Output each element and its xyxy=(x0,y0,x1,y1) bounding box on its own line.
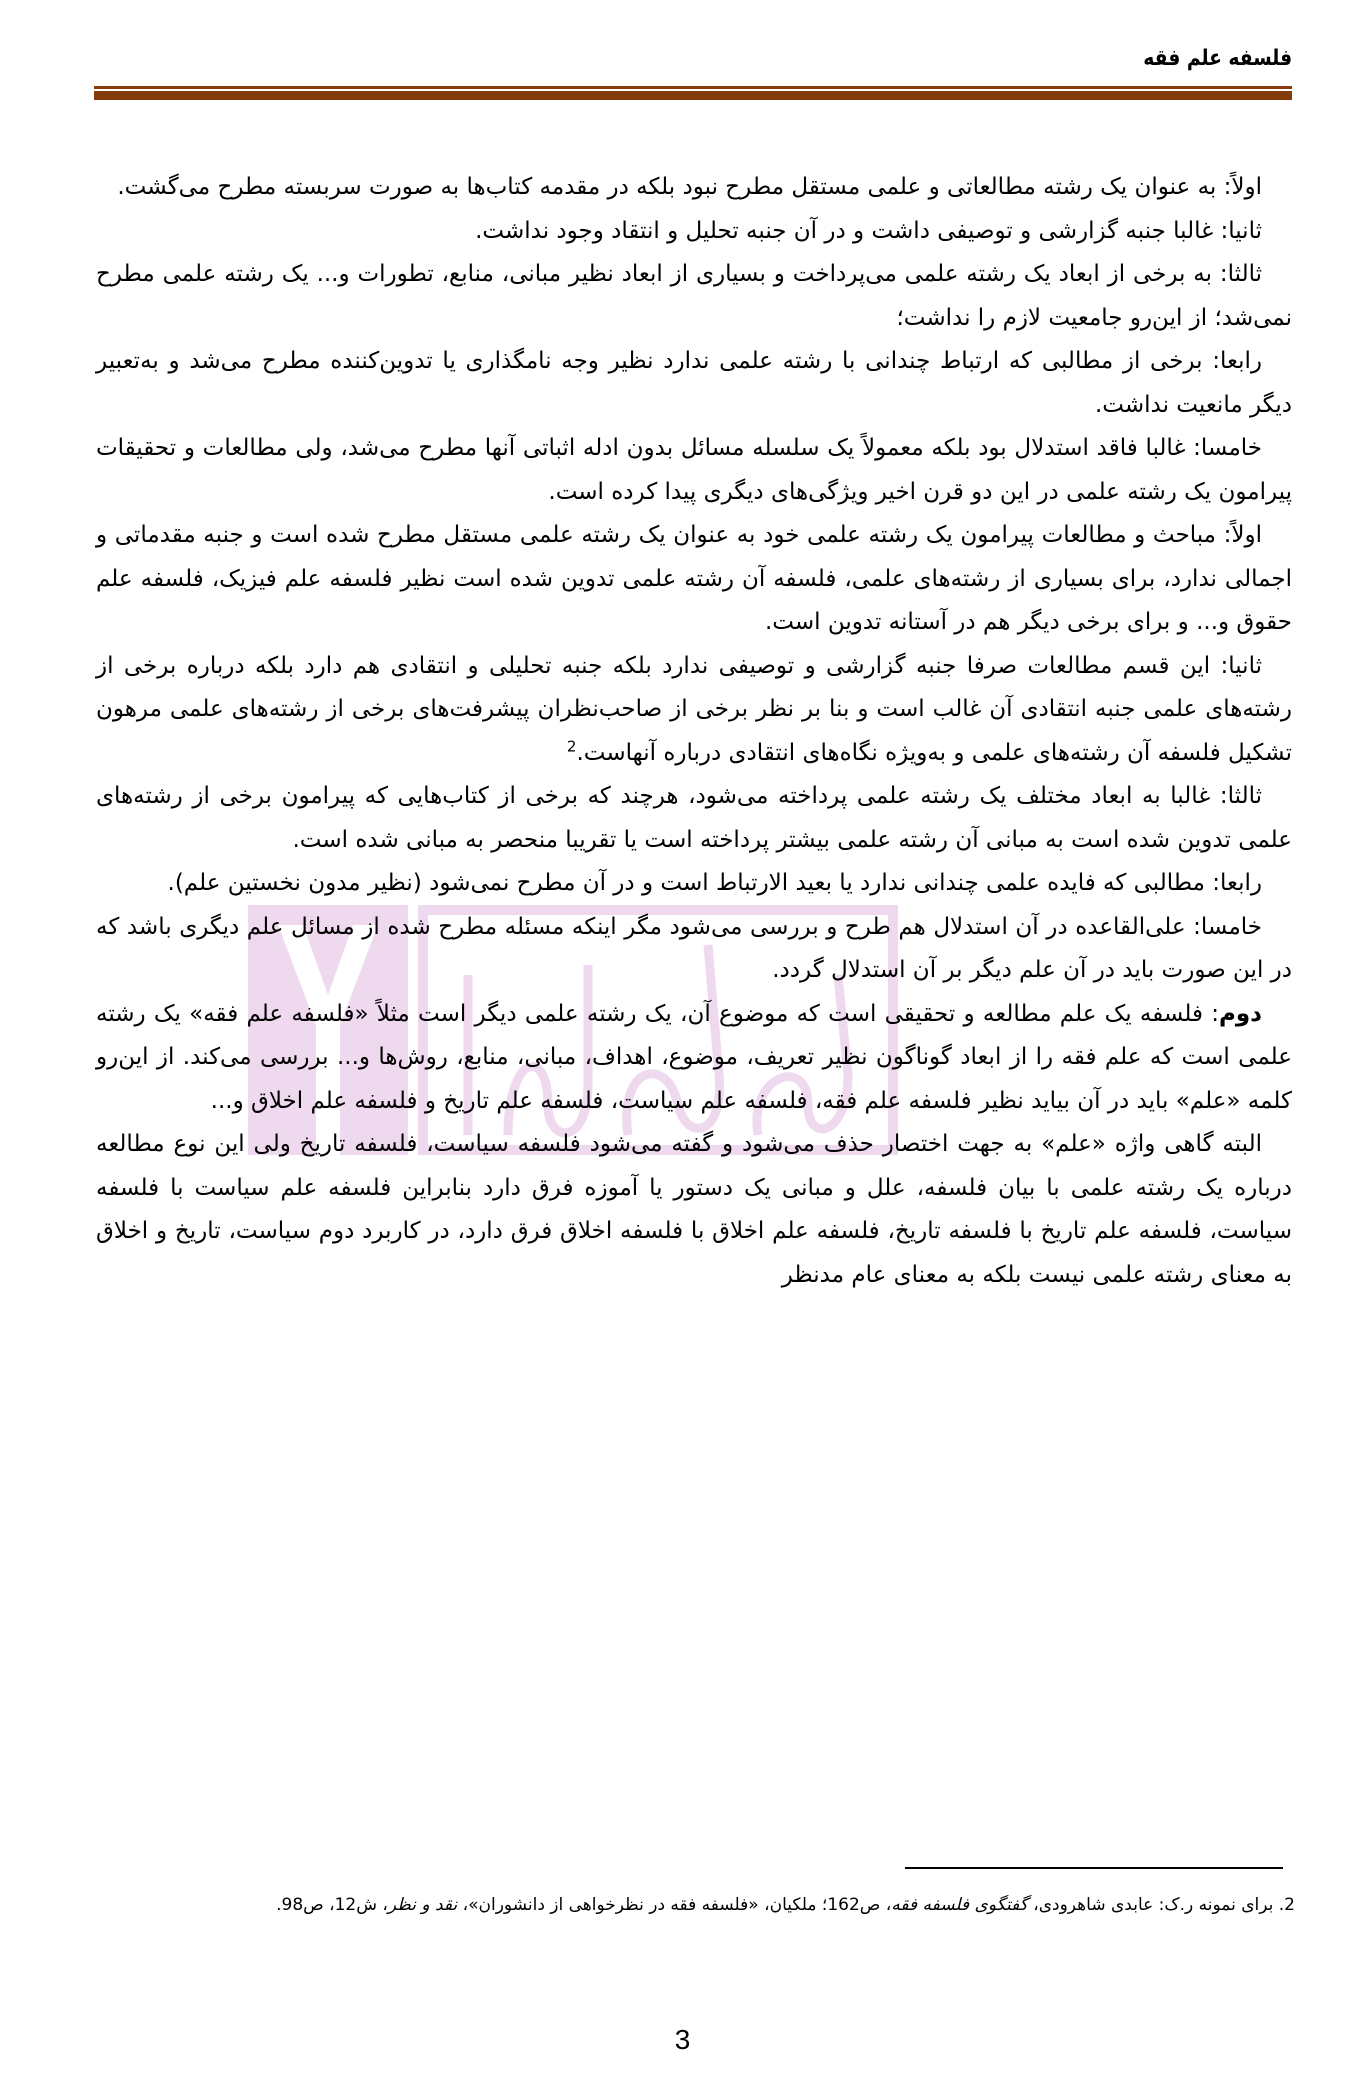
paragraph-text: : این قسم مطالعات صرفا جنبه گزارشی و توصیفی ندارد بلکه جنبه تحلیلی و انتقادی هم دارد بلکه درباره برخی از رشته‌های علمی جنبه انتقادی آن غالب است و بنا بر نظر برخی از صاحب‌نظران پیشرفت‌های برخی از رشته‌های علمی مرهون تشکیل فلسفه آن رشته‌های علمی و به‌ویژه نگاه‌های انتقادی درباره آنهاست. xyxy=(96,652,1292,766)
paragraph xyxy=(96,645,1292,776)
paragraph xyxy=(96,514,1292,645)
paragraph xyxy=(96,210,1292,254)
header-rule-thin xyxy=(94,86,1292,89)
paragraph xyxy=(96,775,1292,862)
paragraph xyxy=(96,340,1292,427)
paragraph-text: : علی‌القاعده در آن استدلال هم طرح و بررسی می‌شود مگر اینکه مسئله مطرح شده از مسائل علم دیگری باشد که در این صورت باید در آن علم دیگر بر آن استدلال گردد. xyxy=(96,913,1292,983)
paragraph-lead: اولاً xyxy=(1231,174,1262,200)
paragraph-text: : غالبا فاقد استدلال بود بلکه معمولاً یک سلسله مسائل بدون ادله اثباتی آنها مطرح می‌شد، ولی مطالعات و تحقیقات پیرامون یک رشته علمی در این دو قرن اخیر ویژگی‌های دیگری پیدا کرده است. xyxy=(96,435,1292,505)
paragraph xyxy=(96,166,1292,210)
paragraph-lead: ثالثا xyxy=(1227,783,1262,809)
footnote-journal-italic: نقد و نظر xyxy=(387,1895,458,1915)
paragraph-text: البته گاهی واژه «علم» به جهت اختصار حذف می‌شود و گفته می‌شود فلسفه سیاست، فلسفه تاریخ ولی این نوع مطالعه درباره یک رشته علمی با بیان فلسفه، علل و مبانی یک دستور یا آموزه فرق دارد بنابراین فلسفه علم سیاست با فلسفه سیاست، فلسفه علم تاریخ با فلسفه تاریخ، فلسفه علم اخلاق با فلسفه اخلاق فرق دارد، در کاربرد دوم سیاست، تاریخ و اخلاق به معنای رشته علمی نیست بلکه به معنای عام مدنظر xyxy=(96,1131,1292,1288)
paragraph-text: : برخی از مطالبی که ارتباط چندانی با رشته علمی ندارد نظیر وجه نامگذاری یا تدوین‌کننده مطرح می‌شد و به‌تعبیر دیگر مانعیت نداشت. xyxy=(96,348,1292,418)
footnote-separator xyxy=(905,1867,1283,1869)
paragraph-text: : مباحث و مطالعات پیرامون یک رشته علمی خود به عنوان یک رشته علمی مستقل مطرح شده است و جنبه مقدماتی و اجمالی ندارد، برای بسیاری از رشته‌های علمی، فلسفه آن رشته علمی تدوین شده است نظیر فلسفه علم فیزیک، فلسفه علم حقوق و... و برای برخی دیگر هم در آستانه تدوین است. xyxy=(96,522,1292,635)
paragraph-text: : به عنوان یک رشته مطالعاتی و علمی مستقل مطرح نبود بلکه در مقدمه کتاب‌ها به صورت سربسته مطرح می‌گشت. xyxy=(117,174,1232,200)
paragraph xyxy=(96,253,1292,340)
footnote xyxy=(70,1895,1295,1915)
paragraph-text: : به برخی از ابعاد یک رشته علمی می‌پرداخت و بسیاری از ابعاد نظیر مبانی، منابع، تطورات و... یک رشته علمی مطرح نمی‌شد؛ از این‌رو جامعیت لازم را نداشت؛ xyxy=(96,261,1292,331)
paragraph-lead-bold: دوم xyxy=(1219,1000,1262,1027)
page-number: 3 xyxy=(674,2024,691,2055)
footnote-reference[interactable]: 2 xyxy=(566,736,577,755)
paragraph-lead: ثالثا xyxy=(1227,261,1262,287)
paragraph xyxy=(96,906,1292,993)
paragraph-lead: ثانیا xyxy=(1228,652,1262,679)
paragraph-text: : غالبا جنبه گزارشی و توصیفی داشت و در آن جنبه تحلیل و انتقاد وجود نداشت. xyxy=(475,217,1229,244)
footnote-text: ، ص162؛ ملکیان، «فلسفه فقه در نظرخواهی از دانشوران»، xyxy=(457,1895,892,1915)
paragraph-lead: خامسا xyxy=(1200,435,1262,461)
footnote-title-italic: گفتگوی فلسفه فقه xyxy=(891,1895,1028,1915)
paragraph-text: : غالبا به ابعاد مختلف یک رشته علمی پرداخته می‌شود، هرچند که برخی از کتاب‌هایی که پیرامون برخی از رشته‌های علمی تدوین شده است به مبانی آن رشته علمی بیشتر پرداخته است یا تقریبا منحصر به مبانی شده است. xyxy=(96,783,1292,853)
footnote-text: ، ش12، ص98. xyxy=(276,1895,388,1915)
paragraph xyxy=(96,862,1292,906)
running-title: فلسفه علم فقه xyxy=(1143,46,1292,71)
footnote-text: برای نمونه ر.ک: عابدی شاهرودی، xyxy=(1027,1895,1279,1915)
header-rule-thick xyxy=(94,91,1292,100)
paragraph-lead: خامسا xyxy=(1200,913,1262,940)
body-text xyxy=(96,166,1292,1297)
paragraph-lead: ثانیا xyxy=(1228,217,1262,244)
page-header xyxy=(94,40,1292,102)
paragraph xyxy=(96,993,1292,1124)
paragraph-text: : فلسفه یک علم مطالعه و تحقیقی است که موضوع آن، یک رشته علمی دیگر است مثلاً «فلسفه علم فقه» یک رشته علمی است که علم فقه را از ابعاد گوناگون نظیر تعریف، موضوع، اهداف، مبانی، منابع، روش‌ها و... بررسی می‌کند. از این‌رو کلمه «علم» باید در آن بیاید نظیر فلسفه علم فقه، فلسفه علم سیاست، فلسفه علم تاریخ و فلسفه علم اخلاق و... xyxy=(96,1000,1292,1114)
paragraph-text: : مطالبی که فایده علمی چندانی ندارد یا بعید الارتباط است و در آن مطرح نمی‌شود (نظیر مدون نخستین علم). xyxy=(167,870,1220,896)
paragraph-lead: رابعا xyxy=(1219,870,1262,896)
paragraph xyxy=(96,427,1292,514)
paragraph xyxy=(96,1123,1292,1297)
paragraph-lead: اولاً xyxy=(1231,522,1262,548)
footnote-number: 2. xyxy=(1278,1895,1295,1915)
paragraph-lead: رابعا xyxy=(1219,348,1262,374)
